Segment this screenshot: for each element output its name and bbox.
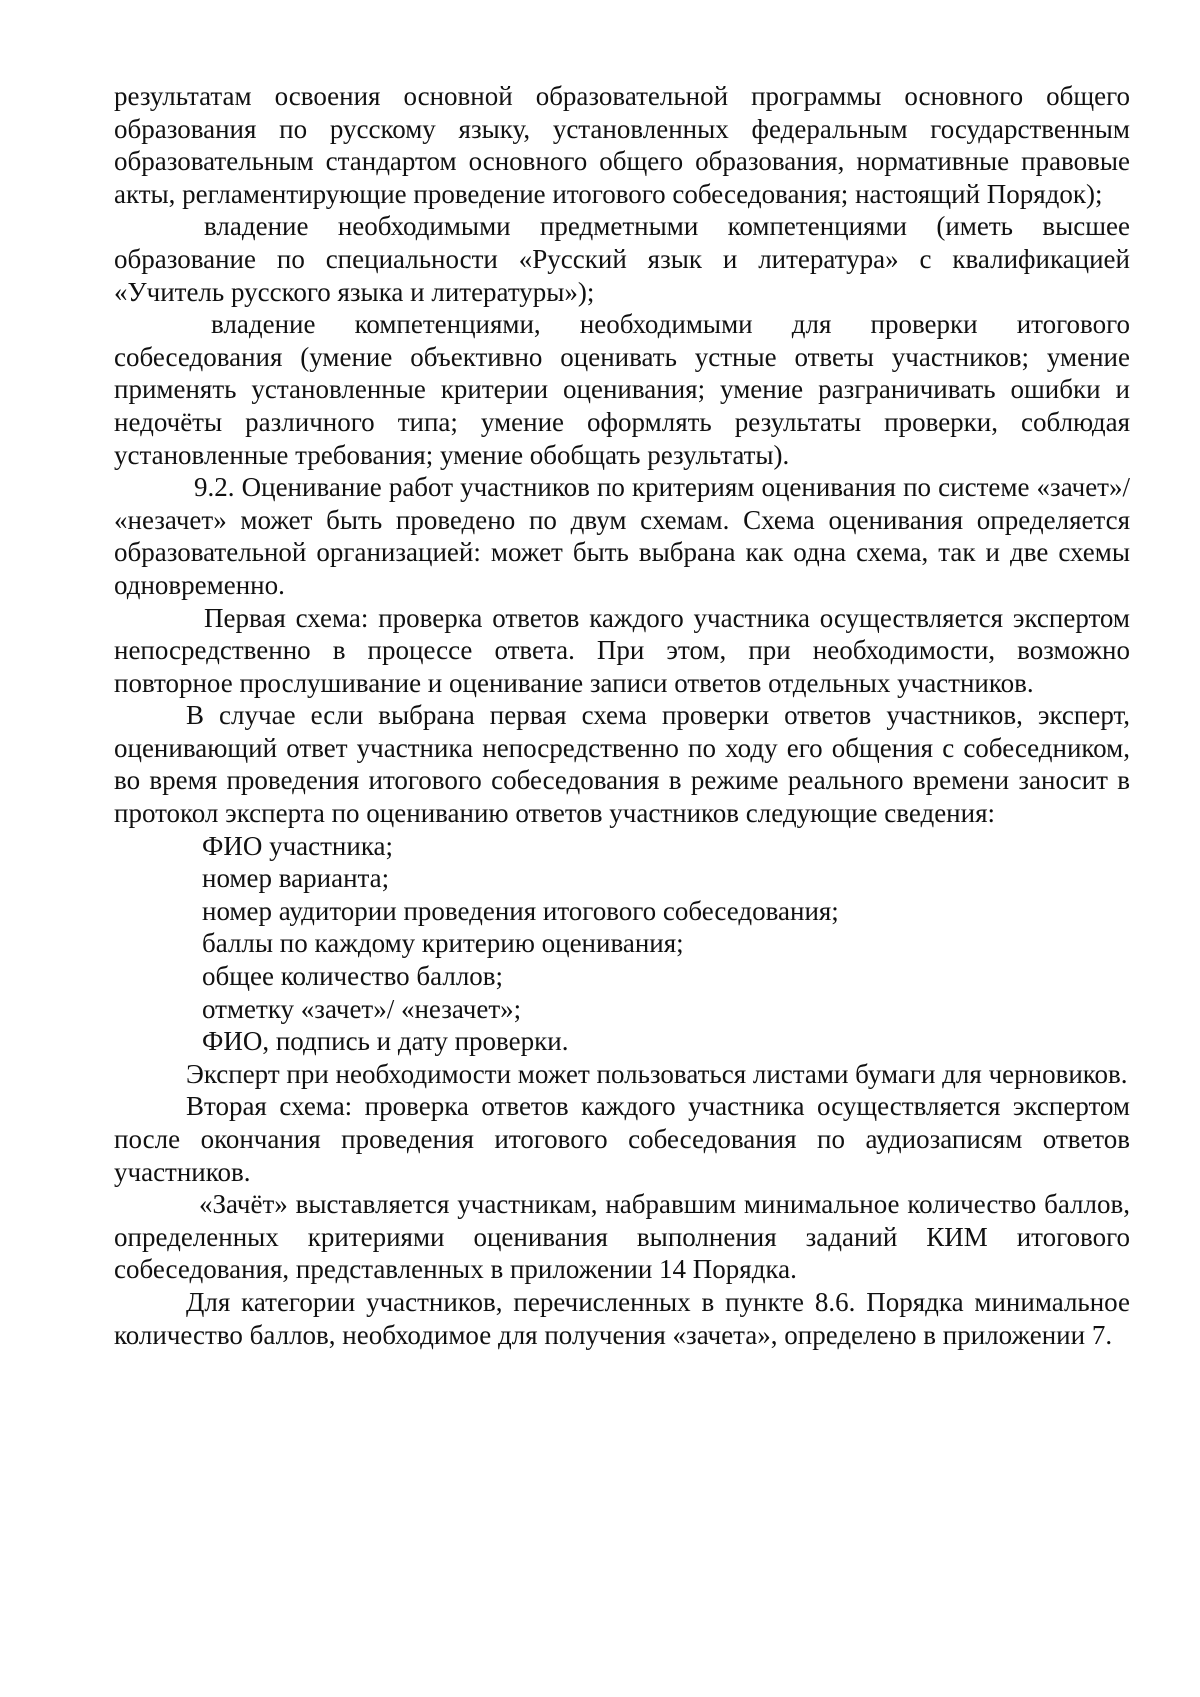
paragraph-checking-competencies: владение компетенциями, необходимыми для проверки итогового собеседования (умение объективно оценивать устные ответы участников; умение применять установленные критерии оценивания; умение разграничивать ошибки и недочёты различного типа; умение оформлять результаты проверки, соблюдая установленные требования; умение обобщать результаты). bbox=[114, 309, 1130, 470]
list-item: общее количество баллов; bbox=[202, 961, 504, 992]
paragraph-first-scheme-details: В случае если выбрана первая схема проверки ответов участников, эксперт, оценивающий ответ участника непосредственно по ходу его общения с собеседником, во время проведения итогового собеседования в режиме реального времени заносит в протокол эксперта по оцениванию ответов участников следующие сведения: bbox=[114, 700, 1130, 829]
paragraph-pass-criteria: «Зачёт» выставляется участникам, набравшим минимальное количество баллов, определенных критериями оценивания выполнения заданий КИМ итогового собеседования, представленных в приложении 14 Порядка. bbox=[114, 1189, 1130, 1285]
paragraph-second-scheme: Вторая схема: проверка ответов каждого участника осуществляется экспертом после окончания проведения итогового собеседования по аудиозаписям ответов участников. bbox=[114, 1091, 1130, 1187]
paragraph-first-scheme: Первая схема: проверка ответов каждого участника осуществляется экспертом непосредственно в процессе ответа. При этом, при необходимости, возможно повторное прослушивание и оценивание записи ответов отдельных участников. bbox=[114, 602, 1130, 698]
list-item: номер аудитории проведения итогового собеседования; bbox=[202, 895, 839, 926]
paragraph-special-category: Для категории участников, перечисленных в пункте 8.6. Порядка минимальное количество баллов, необходимое для получения «зачета», определено в приложении 7. bbox=[114, 1286, 1130, 1350]
paragraph-subject-competencies: владение необходимыми предметными компетенциями (иметь высшее образование по специальности «Русский язык и литература» с квалификацией «Учитель русского языка и литературы»); bbox=[114, 211, 1130, 307]
list-item: баллы по каждому критерию оценивания; bbox=[202, 928, 684, 959]
protocol-fields-list bbox=[114, 830, 1130, 1058]
document-body bbox=[114, 80, 1130, 1351]
list-item: отметку «зачет»/ «незачет»; bbox=[202, 993, 522, 1024]
list-item: ФИО, подпись и дату проверки. bbox=[202, 1026, 569, 1057]
paragraph-results: результатам освоения основной образовательной программы основного общего образования по русскому языку, установленных федеральным государственным образовательным стандартом основного общего образования, нормативные правовые акты, регламентирующие проведение итогового собеседования; настоящий Порядок); bbox=[114, 81, 1130, 209]
paragraph-section-9-2: 9.2. Оценивание работ участников по критериям оценивания по системе «зачет»/ «незачет» может быть проведено по двум схемам. Схема оценивания определяется образовательной организацией: может быть выбрана как одна схема, так и две схемы одновременно. bbox=[114, 472, 1130, 600]
list-item: ФИО участника; bbox=[202, 830, 394, 861]
paragraph-draft-paper: Эксперт при необходимости может пользоваться листами бумаги для черновиков. bbox=[186, 1058, 1128, 1089]
list-item: номер варианта; bbox=[202, 863, 390, 894]
